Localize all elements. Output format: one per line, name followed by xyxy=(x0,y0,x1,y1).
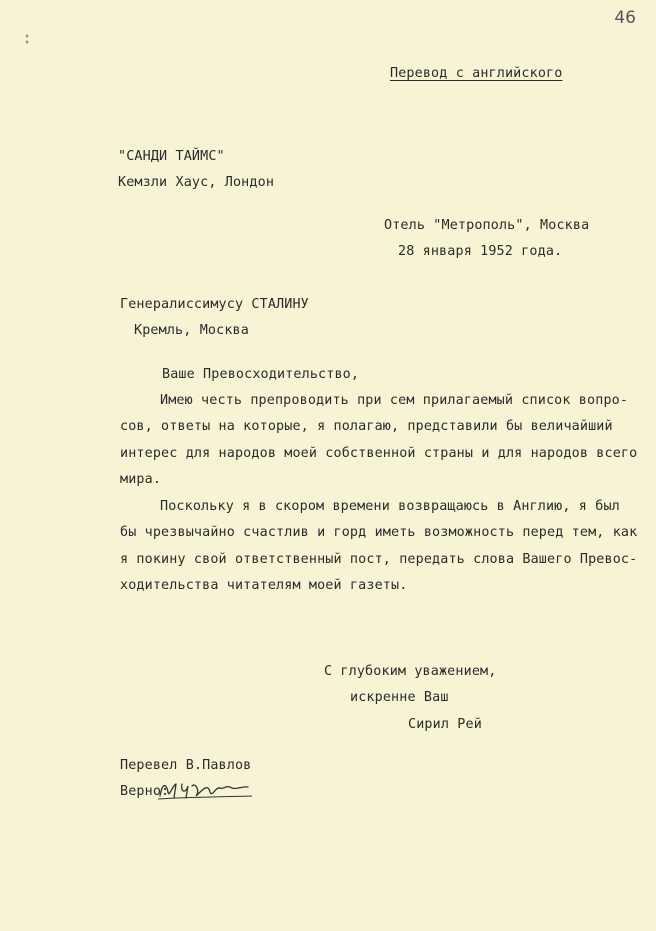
signature-name: Сирил Рей xyxy=(408,717,482,732)
body-line: Имею честь препроводить при сем прилагаемый список вопро- xyxy=(160,393,629,408)
body-line: интерес для народов моей собственной страны и для народов всего xyxy=(120,446,638,461)
body-line: ходительства читателям моей газеты. xyxy=(120,578,408,593)
binding-hole-mark xyxy=(24,30,30,42)
page-number: 46 xyxy=(614,8,636,28)
body-line: Поскольку я в скором времени возвращаюсь в Англию, я был xyxy=(160,499,620,514)
translation-header: Перевод с английского xyxy=(390,66,563,81)
body-line: я покину свой ответственный пост, передать слова Вашего Превос- xyxy=(120,552,638,567)
handwritten-signature xyxy=(156,778,256,802)
certified-label: Верно: xyxy=(120,784,170,799)
sender-address: Кемзли Хаус, Лондон xyxy=(118,175,275,190)
date-line: 28 января 1952 года. xyxy=(398,244,563,259)
place-line: Отель "Метрополь", Москва xyxy=(384,218,590,233)
body-line: мира. xyxy=(120,472,162,487)
recipient-name: Генералиссимусу СТАЛИНУ xyxy=(120,297,309,312)
salutation: Ваше Превосходительство, xyxy=(162,367,360,382)
body-line: бы чрезвычайно счастлив и горд иметь возможность перед тем, как xyxy=(120,525,638,540)
recipient-address: Кремль, Москва xyxy=(134,323,249,338)
closing-line: искренне Ваш xyxy=(350,690,449,705)
body-line: сов, ответы на которые, я полагаю, представили бы величайший xyxy=(120,419,613,434)
closing-line: С глубоким уважением, xyxy=(324,664,497,679)
translator-line: Перевел В.Павлов xyxy=(120,758,252,773)
sender-name: "САНДИ ТАЙМС" xyxy=(118,149,225,164)
